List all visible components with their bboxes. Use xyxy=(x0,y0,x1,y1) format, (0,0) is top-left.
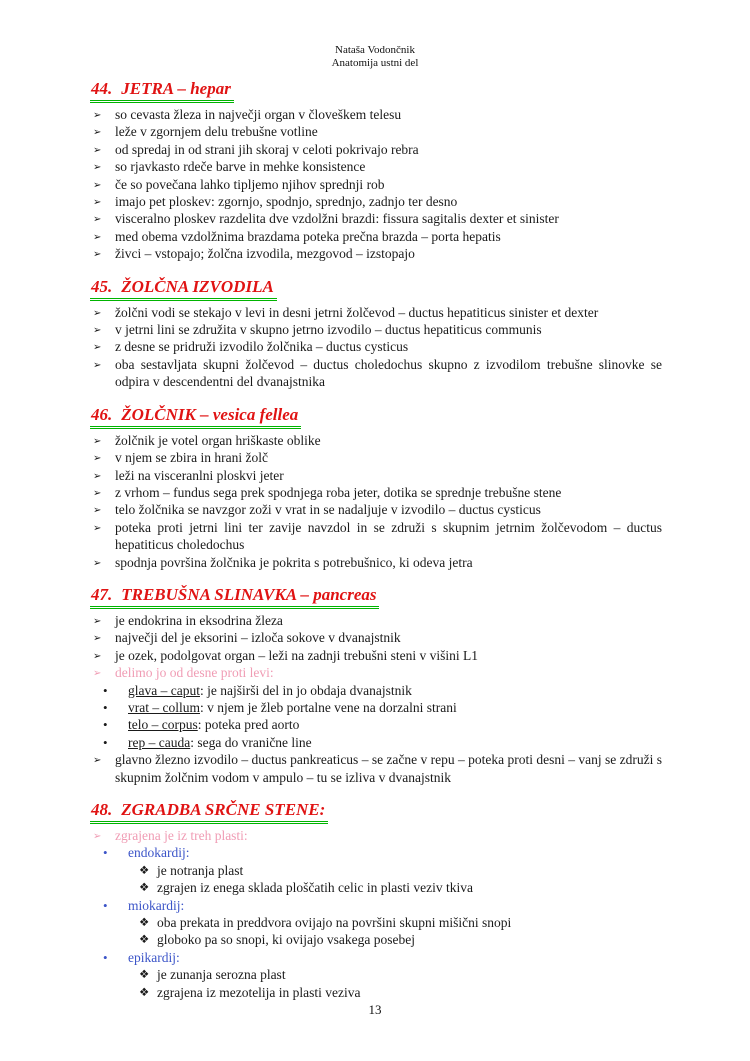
list-item xyxy=(90,158,662,175)
list-item xyxy=(90,949,662,966)
list-item-text: endokardij: xyxy=(128,845,190,861)
dot-bullet-icon: • xyxy=(103,734,108,750)
list-item-text: v jetrni lini se združita v skupno jetrno izvodilo – ductus hepatiticus communis xyxy=(115,322,542,338)
list-item-text: živci – vstopajo; žolčna izvodila, mezgovod – izstopajo xyxy=(115,246,415,262)
section xyxy=(90,800,662,1001)
arrow-bullet-icon: ➢ xyxy=(93,522,102,534)
arrow-bullet-icon: ➢ xyxy=(93,435,102,447)
list-item-text: je ozek, podolgovat organ – leži na zadnji trebušni steni v višini L1 xyxy=(115,647,479,663)
arrow-bullet-icon: ➢ xyxy=(93,162,102,174)
dot-bullet-icon: • xyxy=(103,699,108,715)
bullet-list xyxy=(90,106,662,263)
list-item xyxy=(90,519,662,554)
list-item-text xyxy=(128,717,299,732)
list-item-text: žolčni vodi se stekajo v levi in desni jetrni žolčevod – ductus hepatiticus sinister et dexter xyxy=(115,304,599,320)
list-item xyxy=(90,449,662,466)
header-author: Nataša Vodončnik xyxy=(335,44,415,56)
list-item-text: visceralno ploskev razdelita dve vzdolžni brazdi: fissura sagitalis dexter et sinister xyxy=(115,211,559,227)
list-item-definition: : poteka pred aorto xyxy=(197,717,300,733)
list-item xyxy=(90,716,662,733)
list-item-text: poteka proti jetrni lini ter zavije navzdol in se združi s skupnim jetrnim žolčevodom – ductus hepatiticus choledochus xyxy=(115,519,662,553)
list-item xyxy=(90,321,662,338)
section-title: JETRA – hepar xyxy=(121,79,231,98)
list-item-text xyxy=(128,735,312,750)
list-item xyxy=(90,123,662,140)
list-item xyxy=(90,484,662,501)
list-item-text: žolčnik je votel organ hriškaste oblike xyxy=(115,432,321,448)
section-heading-underline xyxy=(90,800,328,824)
list-item xyxy=(90,682,662,699)
list-item xyxy=(90,141,662,158)
list-item-text: je endokrina in eksodrina žleza xyxy=(115,612,283,628)
document-header xyxy=(0,0,750,70)
list-item-text: v njem se zbira in hrani žolč xyxy=(115,450,268,466)
list-item xyxy=(90,554,662,571)
diamond-bullet-icon: ❖ xyxy=(139,984,150,999)
list-item-text: zgrajena iz mezotelija in plasti veziva xyxy=(157,984,361,1000)
arrow-bullet-icon: ➢ xyxy=(93,231,102,243)
arrow-bullet-icon: ➢ xyxy=(93,144,102,156)
list-item-text: zgrajena je iz treh plasti: xyxy=(115,828,248,843)
section xyxy=(90,277,662,391)
section-heading xyxy=(90,585,662,609)
arrow-bullet-icon: ➢ xyxy=(93,668,102,680)
dot-bullet-icon: • xyxy=(103,682,108,698)
list-item xyxy=(90,356,662,391)
list-item-text: z desne se pridruži izvodilo žolčnika – ductus cysticus xyxy=(115,339,409,355)
diamond-bullet-icon: ❖ xyxy=(139,967,150,982)
section-heading xyxy=(90,800,662,824)
list-item-text: so rjavkasto rdeče barve in mehke konsistence xyxy=(115,159,366,175)
list-item-text: spodnja površina žolčnika je pokrita s potrebušnico, ki odeva jetra xyxy=(115,554,473,570)
section-title: ŽOLČNA IZVODILA xyxy=(121,276,274,296)
list-item-term: telo – corpus xyxy=(128,717,198,733)
list-item-text: zgrajen iz enega sklada ploščatih celic in plasti veziv tkiva xyxy=(157,880,473,896)
list-item-text: oba sestavljata skupni žolčevod – ductus choledochus skupno z izvodilom trebušne slinovke se odpira v descendentni del dvanajstnika xyxy=(115,356,662,390)
bullet-list xyxy=(90,432,662,571)
arrow-bullet-icon: ➢ xyxy=(93,359,102,371)
list-item xyxy=(90,879,662,896)
list-item-text: je zunanja serozna plast xyxy=(157,967,286,983)
arrow-bullet-icon: ➢ xyxy=(93,179,102,191)
list-item xyxy=(90,612,662,629)
list-item xyxy=(90,664,662,681)
arrow-bullet-icon: ➢ xyxy=(93,325,102,337)
list-item-text: z vrhom – fundus sega prek spodnjega roba jeter, dotika se sprednje trebušne stene xyxy=(115,484,562,500)
arrow-bullet-icon: ➢ xyxy=(93,214,102,226)
list-item xyxy=(90,699,662,716)
diamond-bullet-icon: ❖ xyxy=(139,862,150,877)
section-heading-underline xyxy=(90,585,379,609)
section-title: ZGRADBA SRČNE STENE: xyxy=(121,800,326,819)
list-item-text: telo žolčnika se navzgor zoži v vrat in se nadaljuje v izvodilo – ductus cysticus xyxy=(115,502,541,518)
list-item xyxy=(90,338,662,355)
list-item xyxy=(90,106,662,123)
section-heading xyxy=(90,405,662,429)
list-item xyxy=(90,467,662,484)
arrow-bullet-icon: ➢ xyxy=(93,110,102,121)
diamond-bullet-icon: ❖ xyxy=(139,915,150,930)
arrow-bullet-icon: ➢ xyxy=(93,197,102,209)
arrow-bullet-icon: ➢ xyxy=(93,307,102,319)
list-item-text: imajo pet ploskev: zgornjo, spodnjo, sprednjo, zadnjo ter desno xyxy=(115,194,458,210)
section xyxy=(90,79,662,263)
section-heading xyxy=(90,277,662,301)
list-item-term: rep – cauda xyxy=(128,734,191,750)
dot-bullet-icon: • xyxy=(103,897,108,913)
arrow-bullet-icon: ➢ xyxy=(93,249,102,261)
arrow-bullet-icon: ➢ xyxy=(93,453,102,465)
arrow-bullet-icon: ➢ xyxy=(93,557,102,569)
list-item xyxy=(90,984,662,1001)
list-item-text: med obema vzdolžnima brazdama poteka prečna brazda – porta hepatis xyxy=(115,228,501,244)
list-item-text: oba prekata in preddvora ovijajo na površini skupni mišični snopi xyxy=(157,915,512,931)
list-item-definition: : v njem je žleb portalne vene na dorzalni strani xyxy=(199,699,457,715)
list-item-text: glavno žlezno izvodilo – ductus pankreaticus – se začne v repu – poteka proti desni – vanj se združi s skupnim žolčnim vodom v ampulo – tu se izliva v dvanajstnik xyxy=(115,752,662,785)
arrow-bullet-icon: ➢ xyxy=(93,342,102,354)
list-item xyxy=(90,862,662,879)
section-title: TREBUŠNA SLINAVKA – pancreas xyxy=(121,584,377,604)
arrow-bullet-icon: ➢ xyxy=(93,615,102,627)
list-item xyxy=(90,897,662,914)
diamond-bullet-icon: ❖ xyxy=(139,932,150,947)
section xyxy=(90,585,662,786)
arrow-bullet-icon: ➢ xyxy=(93,755,102,767)
list-item-text: delimo jo od desne proti levi: xyxy=(115,665,274,681)
list-item-definition: : sega do vranične line xyxy=(190,734,312,750)
bullet-list xyxy=(90,827,662,1001)
section-number: 45. xyxy=(91,276,113,296)
sections-container xyxy=(90,79,662,1001)
list-item xyxy=(90,827,662,844)
arrow-bullet-icon: ➢ xyxy=(93,505,102,517)
list-item xyxy=(90,176,662,193)
section-heading-underline xyxy=(90,405,301,429)
bullet-list xyxy=(90,304,662,391)
section-heading-underline xyxy=(90,277,277,301)
list-item xyxy=(90,734,662,751)
dot-bullet-icon: • xyxy=(103,949,108,965)
list-item xyxy=(90,914,662,931)
list-item xyxy=(90,228,662,245)
list-item xyxy=(90,966,662,983)
arrow-bullet-icon: ➢ xyxy=(93,633,102,645)
list-item-text: miokardij: xyxy=(128,897,185,913)
arrow-bullet-icon: ➢ xyxy=(93,487,102,499)
page-number: 13 xyxy=(368,1002,382,1017)
list-item xyxy=(90,432,662,449)
list-item-text xyxy=(128,700,457,715)
section-number: 47. xyxy=(91,584,113,604)
list-item xyxy=(90,629,662,646)
list-item-term: glava – caput xyxy=(128,682,200,698)
section-heading xyxy=(90,79,662,103)
list-item xyxy=(90,210,662,227)
list-item xyxy=(90,304,662,321)
list-item xyxy=(90,751,662,786)
list-item-text: če so povečana lahko tipljemo njihov sprednji rob xyxy=(115,176,385,192)
list-item-text: največji del je eksorini – izloča sokove v dvanajstnik xyxy=(115,630,401,646)
dot-bullet-icon: • xyxy=(103,845,108,861)
list-item-text: globoko pa so snopi, ki ovijajo vsakega posebej xyxy=(157,932,415,948)
header-subtitle: Anatomija ustni del xyxy=(331,57,419,69)
list-item-text: je notranja plast xyxy=(157,862,244,878)
list-item-text: od spredaj in od strani jih skoraj v celoti pokrivajo rebra xyxy=(115,141,419,157)
list-item xyxy=(90,844,662,861)
dot-bullet-icon: • xyxy=(103,717,108,733)
list-item xyxy=(90,931,662,948)
list-item-text xyxy=(128,683,412,698)
list-item-term: vrat – collum xyxy=(128,699,200,715)
section-number: 46. xyxy=(91,404,113,424)
diamond-bullet-icon: ❖ xyxy=(139,880,150,895)
section-heading-underline xyxy=(90,79,234,103)
list-item xyxy=(90,647,662,664)
list-item xyxy=(90,501,662,518)
section-number: 44. xyxy=(91,79,113,98)
bullet-list xyxy=(90,612,662,786)
arrow-bullet-icon: ➢ xyxy=(93,470,102,482)
list-item-definition: : je najširši del in jo obdaja dvanajstnik xyxy=(199,682,412,698)
list-item-text: leži na visceranlni ploskvi jeter xyxy=(115,467,284,483)
section-title: ŽOLČNIK – vesica fellea xyxy=(121,404,299,424)
list-item-text: so cevasta žleza in največji organ v človeškem telesu xyxy=(115,107,402,122)
list-item xyxy=(90,193,662,210)
arrow-bullet-icon: ➢ xyxy=(93,831,102,842)
list-item-text: epikardij: xyxy=(128,949,180,965)
arrow-bullet-icon: ➢ xyxy=(93,127,102,139)
section-number: 48. xyxy=(91,800,113,819)
arrow-bullet-icon: ➢ xyxy=(93,650,102,662)
list-item xyxy=(90,245,662,262)
list-item-text: leže v zgornjem delu trebušne votline xyxy=(115,124,318,140)
section xyxy=(90,405,662,571)
